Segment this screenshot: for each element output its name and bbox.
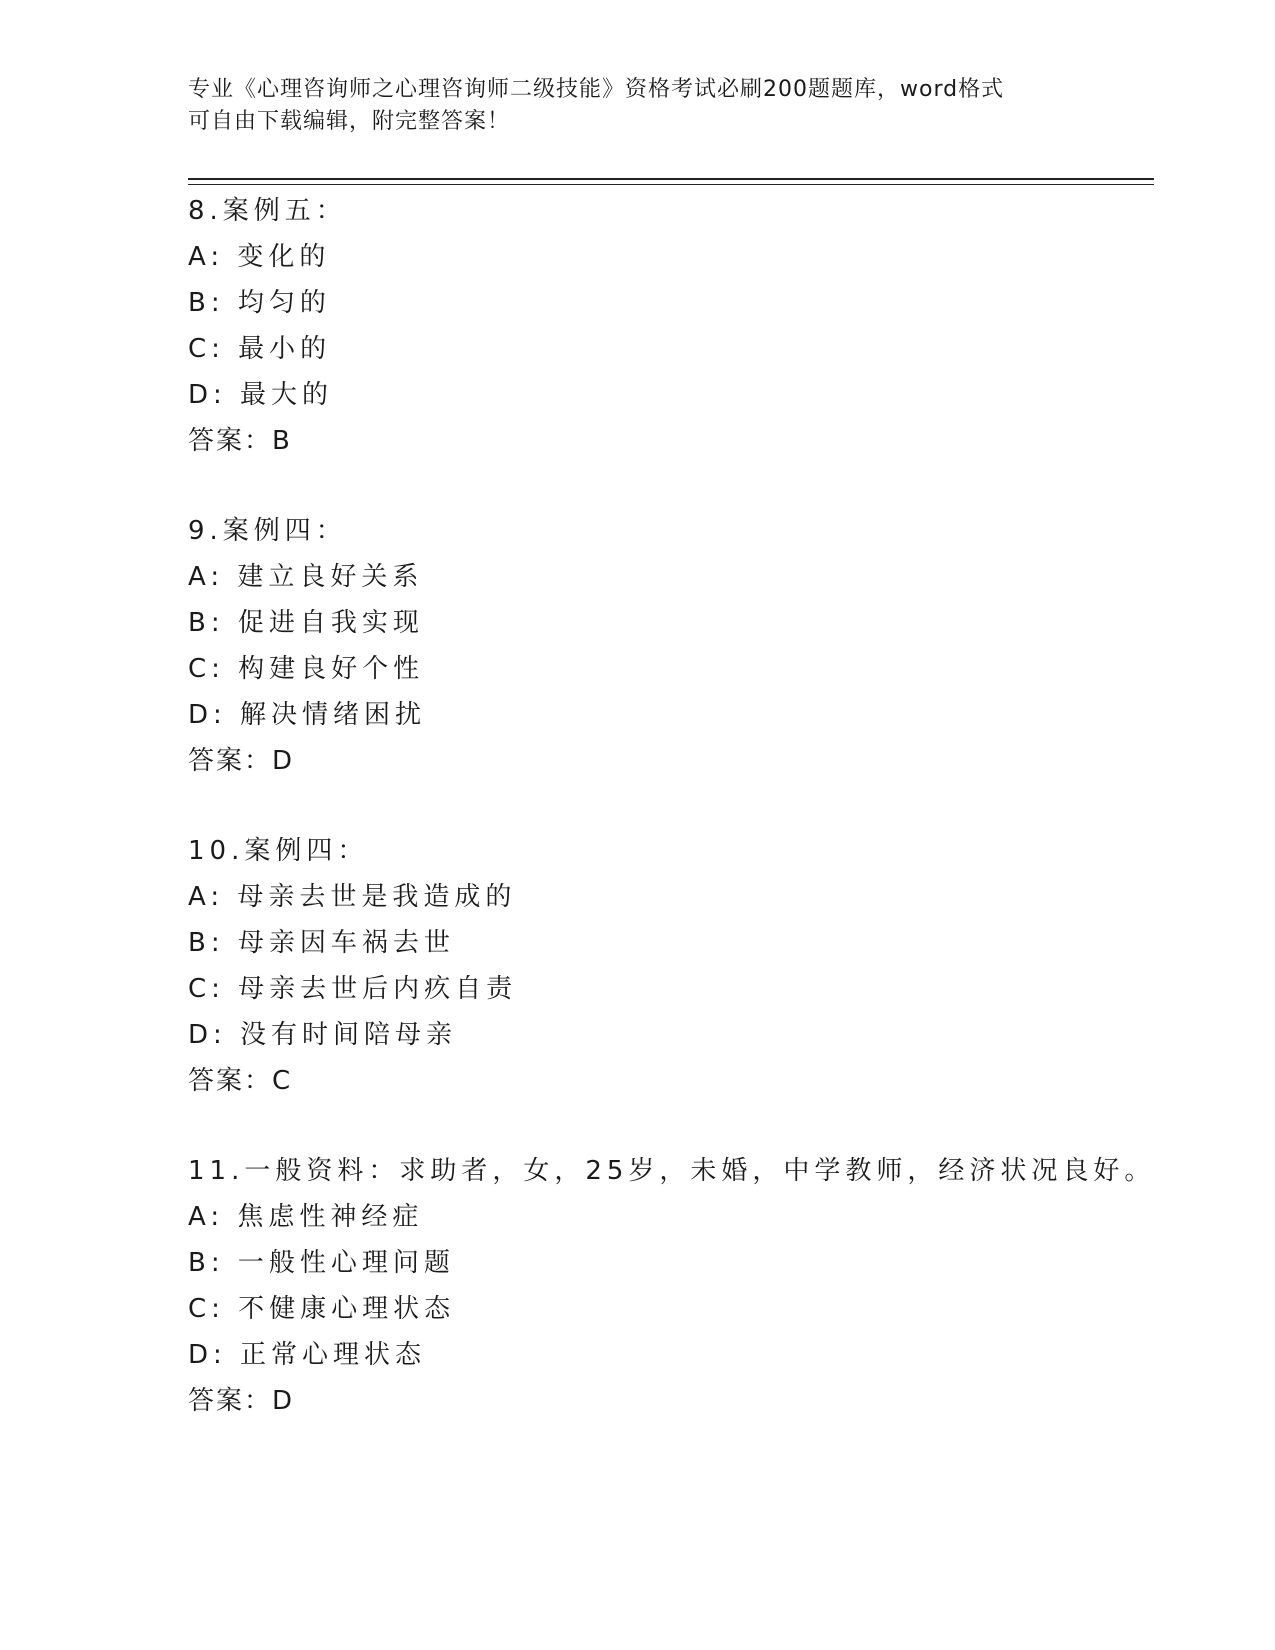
option-c: C: 最小的 <box>188 334 332 364</box>
option-d: D: 解决情绪困扰 <box>188 700 427 730</box>
question-10 <box>188 828 1148 1104</box>
question-stem: 11.一般资料：求助者，女，25岁，未婚，中学教师，经济状况良好。 <box>188 1156 1156 1186</box>
question-11 <box>188 1148 1156 1424</box>
option-c: C: 构建良好个性 <box>188 654 425 684</box>
answer: 答案：C <box>188 1066 293 1096</box>
option-c: C: 不健康心理状态 <box>188 1294 456 1324</box>
document-header <box>188 74 1088 138</box>
option-b: B: 均匀的 <box>188 288 331 318</box>
option-b: B: 一般性心理问题 <box>188 1248 455 1278</box>
header-line-2: 可自由下载编辑，附完整答案！ <box>188 109 511 134</box>
answer: 答案：D <box>188 1386 295 1416</box>
question-8 <box>188 188 1148 464</box>
answer: 答案：D <box>188 746 295 776</box>
option-b: B: 母亲因车祸去世 <box>188 928 455 958</box>
question-list <box>188 188 1156 1468</box>
option-d: D: 没有时间陪母亲 <box>188 1020 458 1050</box>
option-c: C: 母亲去世后内疚自责 <box>188 974 518 1004</box>
answer: 答案：B <box>188 426 292 456</box>
option-a: A: 焦虑性神经症 <box>188 1202 424 1232</box>
question-stem: 9.案例四： <box>188 516 347 546</box>
question-stem: 8.案例五： <box>188 196 347 226</box>
option-a: A: 变化的 <box>188 242 331 272</box>
option-a: A: 建立良好关系 <box>188 562 424 592</box>
option-b: B: 促进自我实现 <box>188 608 424 638</box>
header-line-1: 专业《心理咨询师之心理咨询师二级技能》资格考试必刷200题题库，word格式 <box>188 77 1005 102</box>
option-a: A: 母亲去世是我造成的 <box>188 882 517 912</box>
option-d: D: 最大的 <box>188 380 334 410</box>
option-d: D: 正常心理状态 <box>188 1340 427 1370</box>
question-9 <box>188 508 1148 784</box>
header-divider-top <box>188 178 1154 180</box>
question-stem: 10.案例四： <box>188 836 369 866</box>
header-divider-bottom <box>188 184 1154 185</box>
